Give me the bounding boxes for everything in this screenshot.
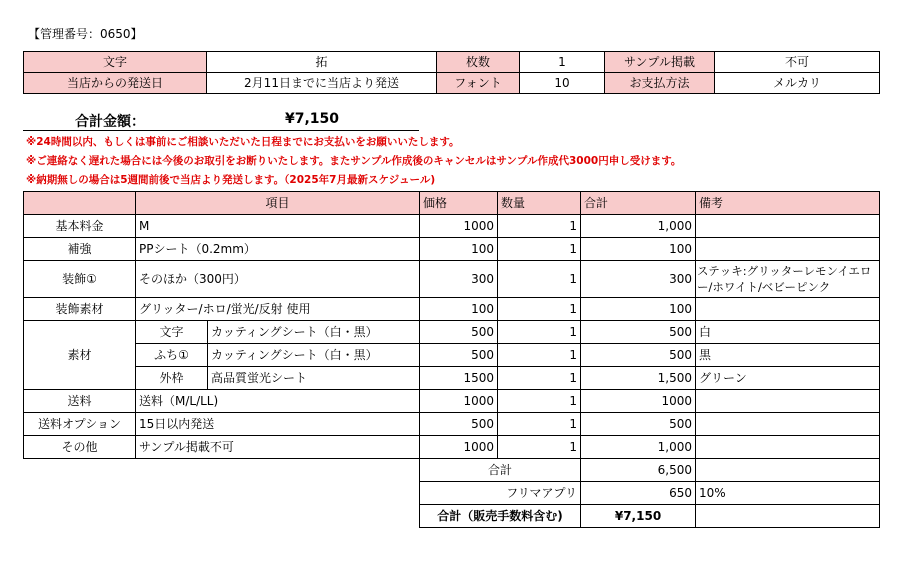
row-sum: 1,000 — [581, 436, 696, 459]
row-qty: 1 — [498, 344, 581, 367]
row-price: 1500 — [420, 367, 498, 390]
row-qty: 1 — [498, 413, 581, 436]
info-label-maisu: 枚数 — [437, 52, 520, 73]
info-value-sample: 不可 — [715, 52, 880, 73]
header-price: 価格 — [420, 192, 498, 215]
row-category: 基本料金 — [24, 215, 136, 238]
info-label-moji: 文字 — [24, 52, 207, 73]
items-table — [23, 191, 880, 528]
row-qty: 1 — [498, 238, 581, 261]
row-name: PPシート（0.2mm） — [136, 238, 420, 261]
row-note: 白 — [696, 321, 880, 344]
row-name: グリッター/ホロ/蛍光/反射 使用 — [136, 298, 420, 321]
items-header-row — [24, 192, 880, 215]
note-line-2: ※ご連絡なく遅れた場合には今後のお取引をお断りいたします。またサンプル作成後のキャンセルはサンプル作成代3000円申し受けます。 — [26, 155, 682, 167]
row-subcategory: ふち① — [136, 344, 208, 367]
subtotal-value: 6,500 — [581, 459, 696, 482]
info-label-font: フォント — [437, 73, 520, 94]
row-note — [696, 390, 880, 413]
note-line-3: ※納期無しの場合は5週間前後で当店より発送します。（2025年7月最新スケジュール) — [26, 174, 436, 186]
row-note — [696, 436, 880, 459]
total-amount-value: ¥7,150 — [285, 111, 340, 127]
row-note: ステッキ:グリッターレモンイエロー/ホワイト/ベビーピンク — [696, 261, 880, 298]
row-sum: 1000 — [581, 390, 696, 413]
order-info-table — [23, 51, 880, 94]
row-qty: 1 — [498, 298, 581, 321]
row-name: M — [136, 215, 420, 238]
info-label-ship-date: 当店からの発送日 — [24, 73, 207, 94]
row-price: 1000 — [420, 215, 498, 238]
info-value-payment: メルカリ — [715, 73, 880, 94]
row-price: 100 — [420, 298, 498, 321]
summary-subtotal-row — [24, 459, 880, 482]
info-value-ship-date: 2月11日までに当店より発送 — [207, 73, 437, 94]
row-subcategory: 外枠 — [136, 367, 208, 390]
subtotal-label: 合計 — [420, 459, 581, 482]
row-name: サンプル掲載不可 — [136, 436, 420, 459]
row-name: カッティングシート（白・黒） — [208, 344, 420, 367]
row-note — [696, 413, 880, 436]
table-row — [24, 238, 880, 261]
row-category: 補強 — [24, 238, 136, 261]
row-qty: 1 — [498, 436, 581, 459]
row-category: 送料オプション — [24, 413, 136, 436]
row-qty: 1 — [498, 367, 581, 390]
row-sum: 100 — [581, 298, 696, 321]
row-sum: 1,000 — [581, 215, 696, 238]
row-name: カッティングシート（白・黒） — [208, 321, 420, 344]
grand-total-value: ¥7,150 — [581, 505, 696, 528]
row-name: 送料（M/L/LL) — [136, 390, 420, 413]
header-item: 項目 — [136, 192, 420, 215]
row-qty: 1 — [498, 390, 581, 413]
management-number: 【管理番号：0650】 — [28, 27, 143, 41]
info-value-font: 10 — [520, 73, 605, 94]
info-label-payment: お支払方法 — [605, 73, 715, 94]
row-price: 100 — [420, 238, 498, 261]
grand-total-label: 合計（販売手数料含む) — [420, 505, 581, 528]
row-note — [696, 215, 880, 238]
row-sum: 100 — [581, 238, 696, 261]
row-note — [696, 238, 880, 261]
row-qty: 1 — [498, 215, 581, 238]
row-price: 500 — [420, 344, 498, 367]
row-qty: 1 — [498, 321, 581, 344]
table-row — [24, 436, 880, 459]
row-category: その他 — [24, 436, 136, 459]
row-price: 1000 — [420, 436, 498, 459]
total-amount-label: 合計金額： — [75, 114, 145, 130]
row-sum: 1,500 — [581, 367, 696, 390]
row-category: 装飾素材 — [24, 298, 136, 321]
row-sum: 300 — [581, 261, 696, 298]
table-row — [24, 321, 880, 344]
table-row — [24, 215, 880, 238]
row-sum: 500 — [581, 321, 696, 344]
row-price: 1000 — [420, 390, 498, 413]
info-value-moji: 拓 — [207, 52, 437, 73]
fee-label: フリマアプリ — [420, 482, 581, 505]
row-note — [696, 298, 880, 321]
row-note: グリーン — [696, 367, 880, 390]
row-category: 装飾① — [24, 261, 136, 298]
info-value-maisu: 1 — [520, 52, 605, 73]
row-note: 黒 — [696, 344, 880, 367]
table-row — [24, 367, 880, 390]
row-name: 15日以内発送 — [136, 413, 420, 436]
table-row — [24, 390, 880, 413]
row-name: そのほか（300円） — [136, 261, 420, 298]
info-label-sample: サンプル掲載 — [605, 52, 715, 73]
header-sum: 合計 — [581, 192, 696, 215]
row-category: 素材 — [24, 321, 136, 390]
row-price: 500 — [420, 413, 498, 436]
row-qty: 1 — [498, 261, 581, 298]
header-note: 備考 — [696, 192, 880, 215]
summary-grand-row — [24, 505, 880, 528]
note-line-1: ※24時間以内、もしくは事前にご相談いただいた日程までにお支払いをお願いいたします。 — [26, 136, 460, 148]
row-sum: 500 — [581, 413, 696, 436]
summary-fee-row — [24, 482, 880, 505]
row-price: 500 — [420, 321, 498, 344]
row-name: 高品質蛍光シート — [208, 367, 420, 390]
row-sum: 500 — [581, 344, 696, 367]
row-price: 300 — [420, 261, 498, 298]
row-category: 送料 — [24, 390, 136, 413]
total-underline — [23, 130, 419, 131]
row-subcategory: 文字 — [136, 321, 208, 344]
table-row — [24, 261, 880, 298]
table-row — [24, 298, 880, 321]
header-qty: 数量 — [498, 192, 581, 215]
table-row — [24, 413, 880, 436]
table-row — [24, 344, 880, 367]
fee-value: 650 — [581, 482, 696, 505]
fee-rate: 10% — [696, 482, 880, 505]
